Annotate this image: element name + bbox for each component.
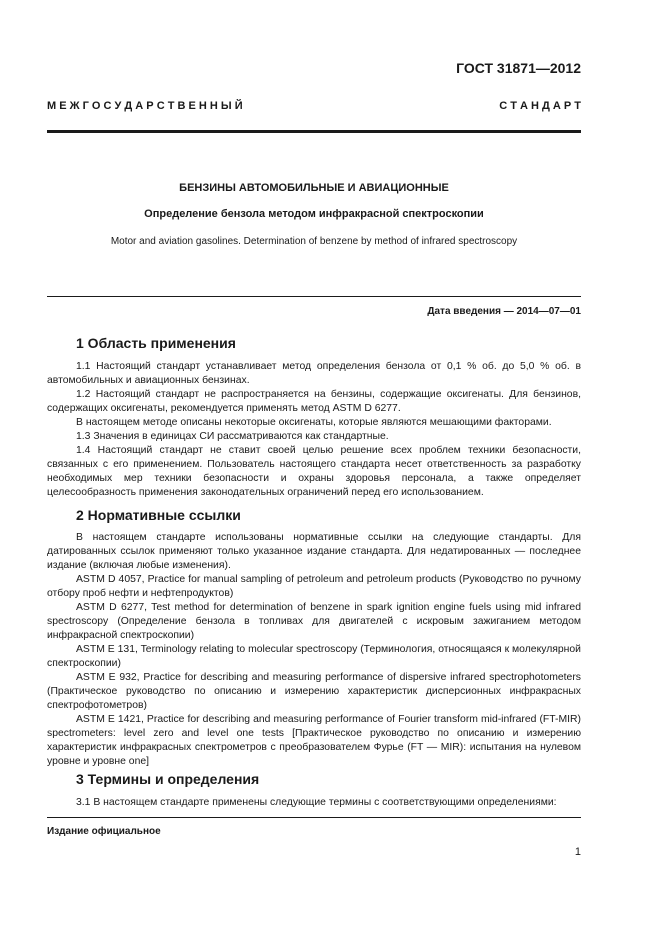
paragraph: ASTM D 4057, Practice for manual sampling of petroleum and petroleum products (Руководство по ручному отбору проб нефти и нефтепродуктов) (47, 574, 581, 599)
official-edition-label: Издание официальное (47, 826, 161, 837)
section-heading-terms: 3 Термины и определения (76, 771, 260, 787)
banner-standard: С Т А Н Д А Р Т (499, 100, 581, 112)
paragraph: В настоящем стандарте использованы нормативные ссылки на следующие стандарты. Для датированных ссылок применяют только указанное издание стандарта. Для недатированных — последнее издание (включая любые изменения). (47, 532, 581, 571)
introduction-date: Дата введения — 2014—07—01 (427, 306, 581, 317)
standard-number: ГОСТ 31871—2012 (456, 60, 581, 76)
paragraph: ASTM E 932, Practice for describing and measuring performance of dispersive infrared spectrophotometers (Практическое руководство по описанию и измерению характеристик дисперсионных инфракрасных спектрофотометров) (47, 672, 581, 711)
paragraph: В настоящем методе описаны некоторые оксигенаты, которые являются мешающими факторами. (76, 417, 552, 428)
footer-rule (47, 817, 581, 818)
banner-interstate: М Е Ж Г О С У Д А Р С Т В Е Н Н Ы Й (47, 100, 243, 112)
standard-banner (47, 100, 581, 112)
paragraph: ASTM E 131, Terminology relating to molecular spectroscopy (Терминология, относящаяся к молекулярной спектроскопии) (47, 644, 581, 669)
paragraph: 1.1 Настоящий стандарт устанавливает метод определения бензола от 0,1 % об. до 5,0 % об. в автомобильных и авиационных бензинах. (47, 361, 581, 386)
section-scope-body (47, 360, 581, 500)
paragraph: 3.1 В настоящем стандарте применены следующие термины с соответствующими определениями: (76, 797, 557, 808)
section-terms-body (47, 796, 581, 810)
section-references-body (47, 531, 581, 769)
title-rule (47, 296, 581, 297)
paragraph: ASTM D 6277, Test method for determination of benzene in spark ignition engine fuels using mid infrared spectroscopy (Определение бензола в топливах для двигателей с искровым зажиганием методом инфракрасной спектроскопии) (47, 602, 581, 641)
paragraph: ASTM E 1421, Practice for describing and measuring performance of Fourier transform mid-infrared (FT-MIR) spectrometers: level zero and level one tests [Практическое руководство по описанию и измерению характеристик инфракрасных спектрометров с преобразователем Фурье (FT — MIR): испытания на нулевом уровне и уровне one] (47, 714, 581, 767)
paragraph: 1.2 Настоящий стандарт не распространяется на бензины, содержащие оксигенаты. Для бензинов, содержащих оксигенаты, рекомендуется применять метод ASTM D 6277. (47, 389, 581, 414)
paragraph: 1.3 Значения в единицах СИ рассматриваются как стандартные. (76, 431, 389, 442)
section-heading-references: 2 Нормативные ссылки (76, 507, 241, 523)
document-subtitle: Определение бензола методом инфракрасной спектроскопии (144, 208, 484, 220)
paragraph: 1.4 Настоящий стандарт не ставит своей целью решение всех проблем техники безопасности, связанных с его применением. Пользователь настоящего стандарта несет ответственность за разработку необходимых мер техники безопасности и охраны здоровья персонала, а также определяет целесообразность применения законодательных ограничений перед его использованием. (47, 445, 581, 498)
page-number: 1 (574, 846, 581, 858)
document-title-english: Motor and aviation gasolines. Determination of benzene by method of infrared spectroscopy (110, 236, 518, 247)
document-title: БЕНЗИНЫ АВТОМОБИЛЬНЫЕ И АВИАЦИОННЫЕ (179, 182, 449, 194)
header-rule (47, 130, 581, 133)
section-heading-scope: 1 Область применения (76, 335, 236, 351)
